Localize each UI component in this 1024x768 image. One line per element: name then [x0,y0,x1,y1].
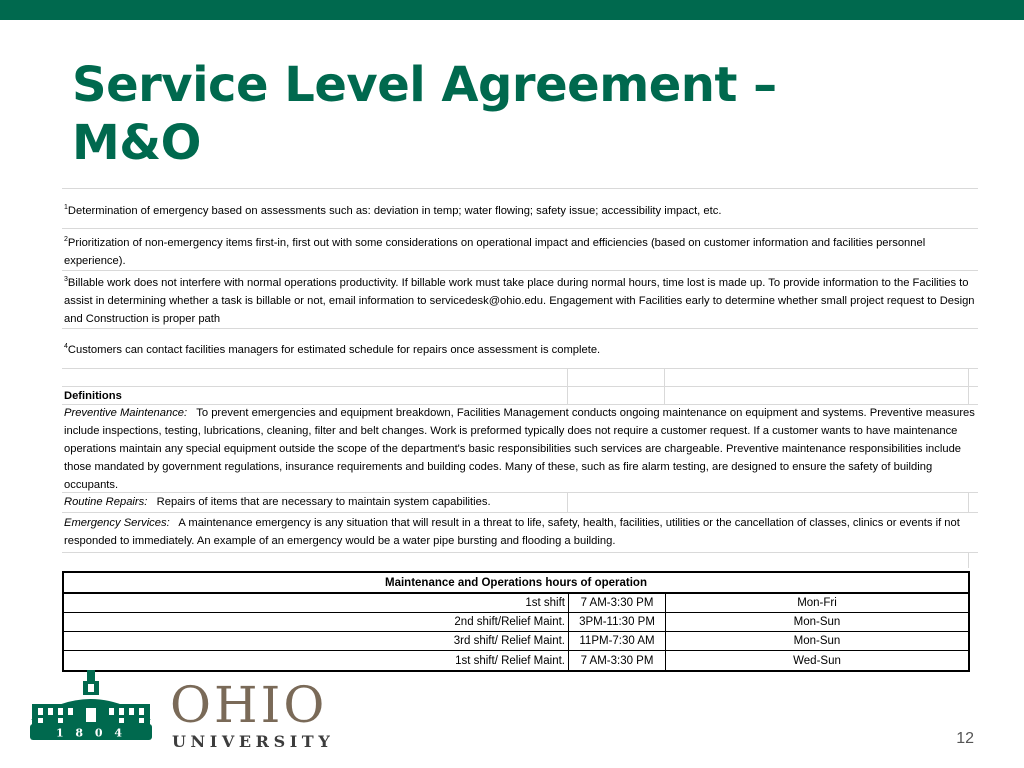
ohio-seal-icon [28,668,154,744]
hours-table [62,571,970,672]
time-cell: 11PM-7:30 AM [569,632,666,650]
shift-cell: 3rd shift/ Relief Maint. [64,632,569,650]
days-cell: Mon-Fri [797,597,837,609]
hours-table-title: Maintenance and Operations hours of operation [64,573,968,594]
footnote-1: $^1$Determination of emergency based on assessments such as: deviation in temp; water flowing; safety issue; accessibility impact, etc. [64,204,722,217]
footnote-4: $^4$Customers can contact facilities managers for estimated schedule for repairs once assessment is complete. [64,343,601,356]
footnote-2: $^2$Prioritization of non-emergency items first-in, first out with some considerations on operational impact and efficiencies (based on customer information and facilities personnel experience). [64,236,926,267]
page-title: Service Level Agreement – M&O [72,57,777,171]
definition-preventive-maintenance: Preventive Maintenance: To prevent emergencies and equipment breakdown, Facilities Management conducts ongoing maintenance on equipment and systems. Preventive measures include inspections, testing, lubrications, cleaning, filter and belt changes. Work is preformed typically does not require a customer request. If a customer wants to have maintenance operations maintain any special equipment outside the scope of the department's basic responsibilities such services are chargeable. Preventive maintenance responsibilities include those mandated by government regulations, insurance requirements and building codes. Many of these, such as fire alarm testing, are designed to ensure the safety of building occupants. [64,407,975,491]
days-cell: Wed-Sun [793,654,841,667]
definition-emergency-services: Emergency Services: A maintenance emergency is any situation that will result in a threat to life, safety, health, facilities, utilities or the cancellation of classes, clinics or events if not responded to immediately. An example of an emergency would be a water pipe bursting and flooding a building. [64,517,960,547]
table-row [64,632,968,651]
footnote-3: $^3$Billable work does not interfere with normal operations productivity. If billable work must take place during normal hours, time lost is made up. To provide information to the Facilities to assist in determining whether a task is billable or not, email information to servicedesk@ohio.edu. Engagement with Facilities early to determine whether small project request to Design and Construction is proper path [64,276,975,325]
top-accent-bar [0,0,1024,20]
days-cell: Mon-Sun [793,616,841,628]
notes-sheet [62,188,978,568]
shift-cell: 1st shift [64,594,569,612]
table-row [64,594,968,613]
table-row [64,651,968,670]
page-number: 12 [956,730,974,747]
time-cell: 7 AM-3:30 PM [569,594,666,612]
shift-cell: 1st shift/ Relief Maint. [64,651,569,670]
shift-cell: 2nd shift/Relief Maint. [64,613,569,631]
ohio-wordmark: OHIO [170,676,328,734]
university-wordmark: UNIVERSITY [172,732,335,751]
time-cell: 7 AM-3:30 PM [569,651,666,670]
days-cell: Mon-Sun [793,635,841,647]
definitions-heading: Definitions [64,390,122,402]
seal-year: 1 8 0 4 [55,726,127,740]
definition-routine-repairs: Routine Repairs: Repairs of items that are necessary to maintain system capabilities. [64,496,491,508]
table-row [64,613,968,632]
time-cell: 3PM-11:30 PM [569,613,666,631]
